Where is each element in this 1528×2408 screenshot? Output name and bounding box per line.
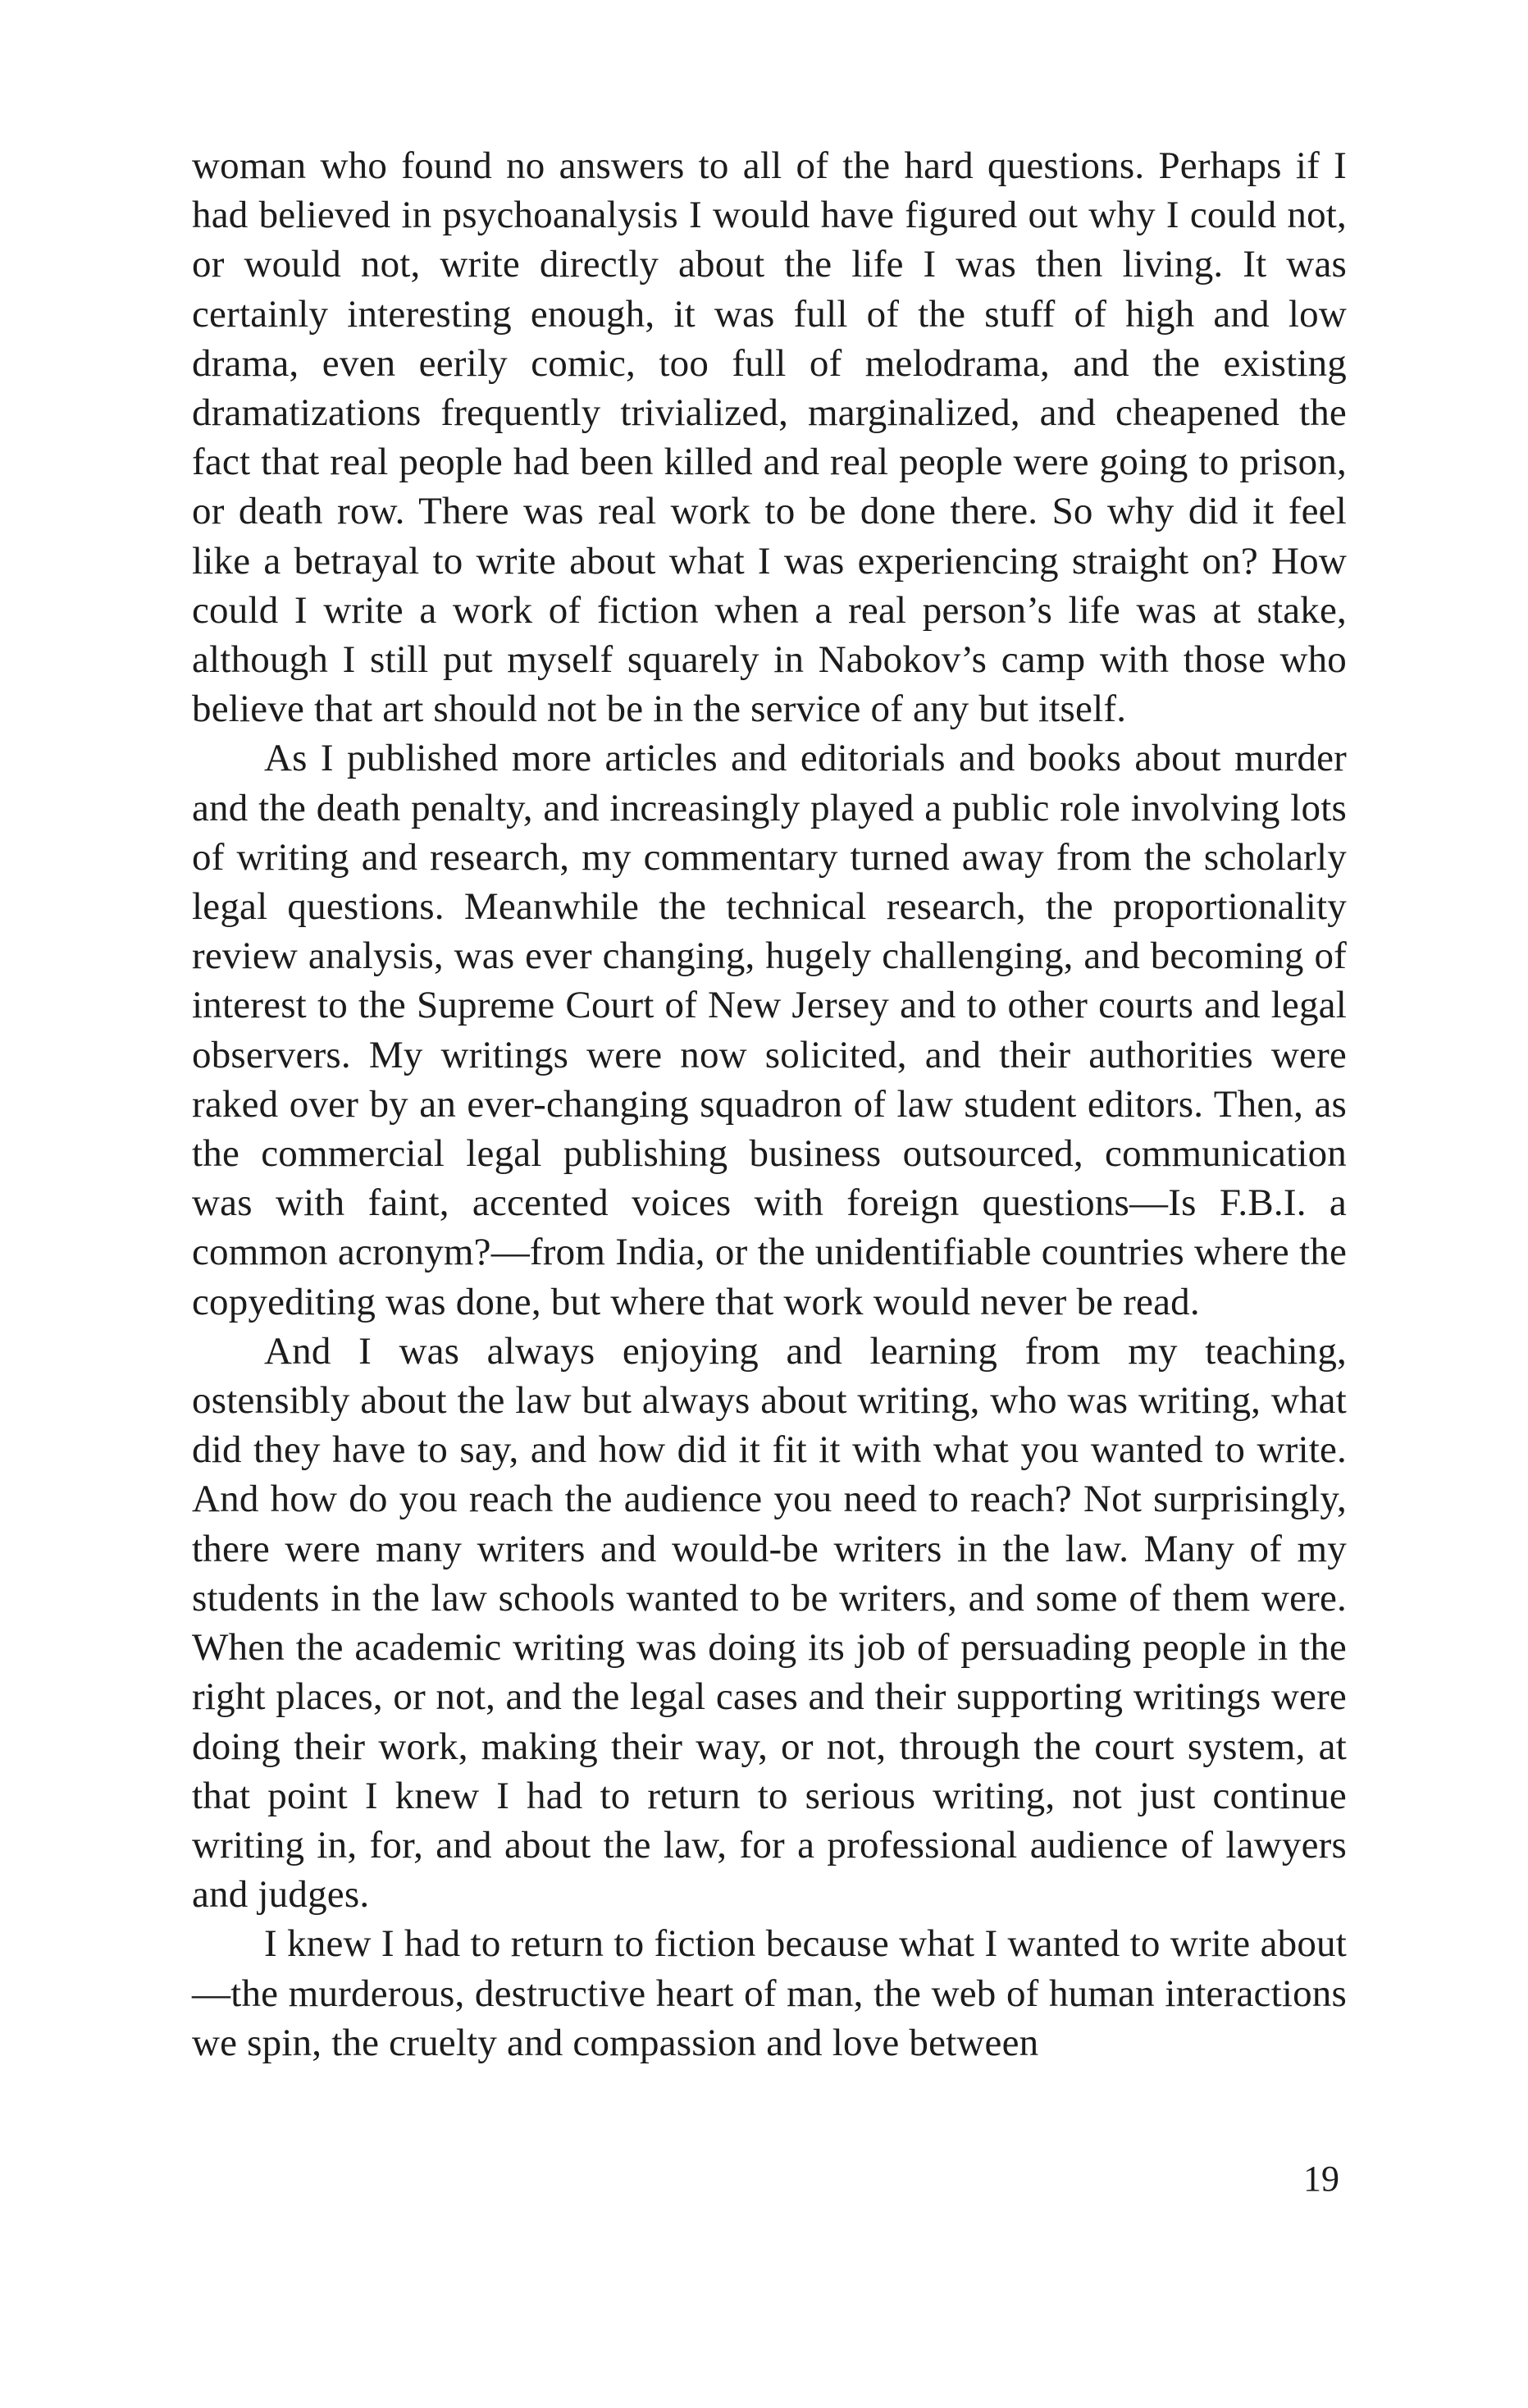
paragraph-3: And I was always enjoying and learning from my teaching, ostensibly about the law but always about writing, who was writing, what did they have to say, and how did it fit it with what you wanted to write. And how do you reach the audience you need to reach? Not surprisingly, there were many writers and would-be writers in the law. Many of my students in the law schools wanted to be writers, and some of them were. When the academic writing was doing its job of persuading people in the right places, or not, and the legal cases and their supporting writings were doing their work, making their way, or not, through the court system, at that point I knew I had to return to serious writing, not just continue writing in, for, and about the law, for a professional audience of lawyers and judges. bbox=[192, 1329, 1347, 1917]
paragraph-1: woman who found no answers to all of the hard questions. Perhaps if I had believed in psychoanalysis I would have figured out why I could not, or would not, write directly about the life I was then living. It was certainly interesting enough, it was full of the stuff of high and low drama, even eerily comic, too full of melodrama, and the existing dramatizations frequently trivialized, marginalized, and cheapened the fact that real people had been killed and real people were going to prison, or death row. There was real work to be done there. So why did it feel like a betrayal to write about what I was experiencing straight on? How could I write a work of fiction when a real person’s life was at stake, although I still put myself squarely in Nabokov’s camp with those who believe that art should not be in the service of any but itself. bbox=[192, 144, 1347, 731]
paragraph-4: I knew I had to return to fiction because what I wanted to write about—the murderous, destructive heart of man, the web of human interactions we spin, the cruelty and compassion and love between bbox=[192, 1922, 1347, 2064]
paragraph-2: As I published more articles and editorials and books about murder and the death penalty, and increasingly played a public role involving lots of writing and research, my commentary turned away from the scholarly legal questions. Meanwhile the technical research, the proportionality review analysis, was ever changing, hugely challenging, and becoming of interest to the Supreme Court of New Jersey and to other courts and legal observers. My writings were now solicited, and their authorities were raked over by an ever-changing squadron of law student editors. Then, as the commercial legal publishing business outsourced, communication was with faint, accented voices with foreign questions—Is F.B.I. a common acronym?—from India, or the unidentifiable countries where the copyediting was done, but where that work would never be read. bbox=[192, 737, 1347, 1323]
body-text bbox=[192, 141, 1347, 2068]
page-number: 19 bbox=[1303, 2159, 1339, 2199]
